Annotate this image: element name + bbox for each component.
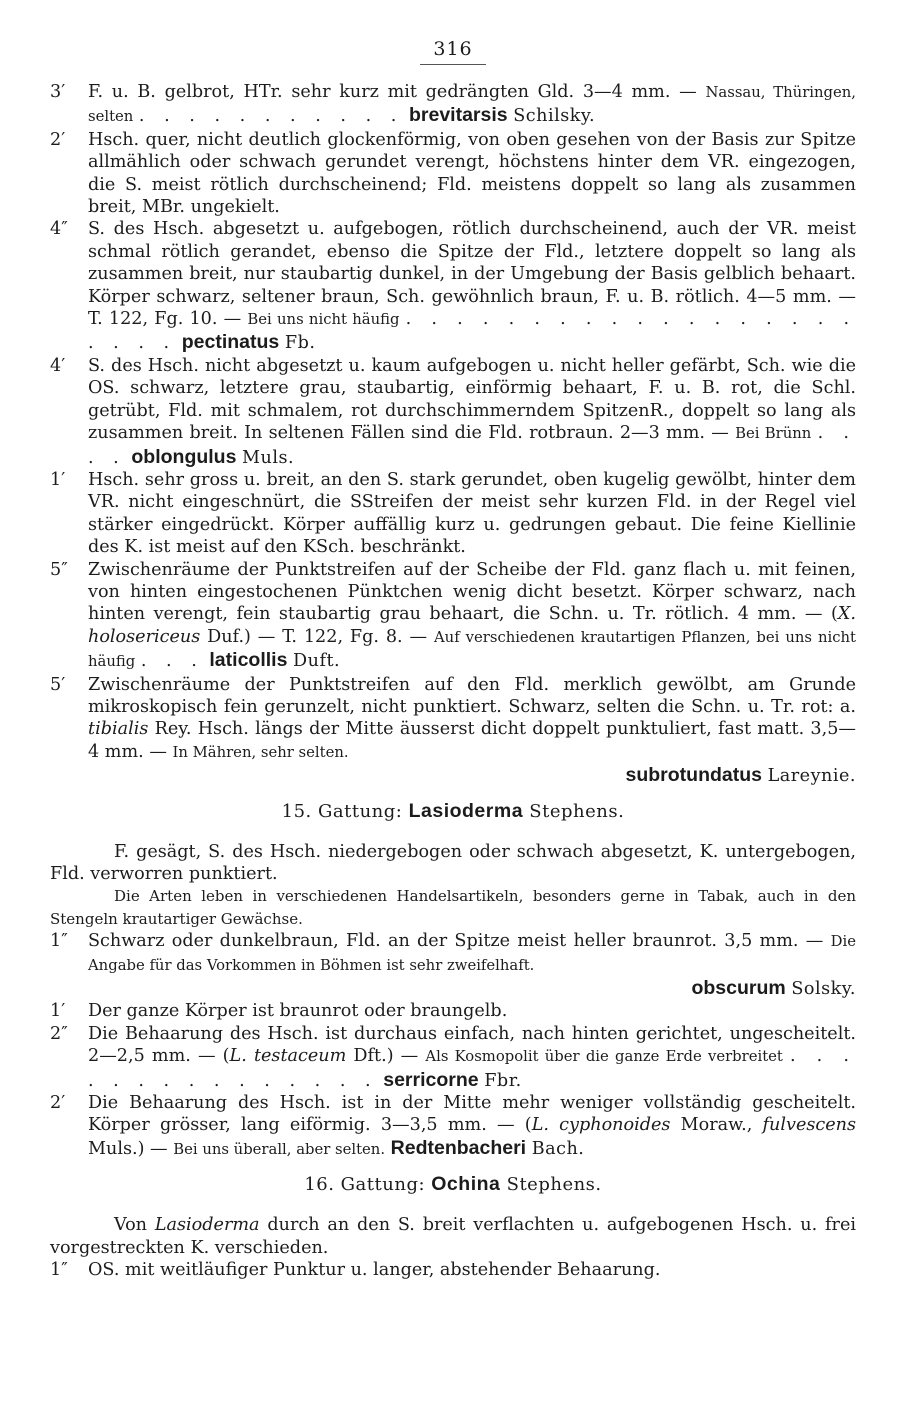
species-name: Redtenbacheri (390, 1136, 527, 1159)
genus-diagnosis-ochina (50, 1214, 856, 1259)
species-line-subrotundatus (50, 764, 856, 787)
species-name: oblongulus (131, 445, 237, 468)
genus-prefix: 16. Gattung: (304, 1174, 426, 1196)
species-author: Fb. (284, 333, 316, 354)
couplet-number: 1″ (50, 1260, 68, 1281)
key-entry-4-double-prime (50, 218, 856, 354)
key-entry-lasioderma-1-prime (50, 1000, 856, 1022)
species-name: laticollis (209, 649, 288, 672)
genus-name: Ochina (431, 1173, 501, 1196)
diagnosis-text-cont: durch an den S. breit verflachten u. aufgebogenen Hsch. u. frei vorgestreckten K. verschieden. (50, 1215, 856, 1258)
entry-locality: Die Angabe für das Vorkommen in Böhmen ist sehr zweifelhaft. (88, 933, 857, 974)
entry-text: Hsch. sehr gross u. breit, an den S. stark gerundet, oben kugelig gewölbt, hinter dem VR. nicht eingeschnürt, die SStreifen der meist sehr kurzen Fld. in der Regel viel stärker eingedrückt. Körper auffällig kurz u. gedrungen gebaut. Die feine Kiellinie des K. ist meist auf den KSch. beschränkt. (88, 469, 856, 558)
genus-author: Stephens. (506, 1174, 602, 1196)
entry-locality: Bei uns nicht häufig (247, 311, 400, 329)
key-entry-1-prime (50, 469, 856, 559)
species-name: serricorne (383, 1068, 479, 1091)
couplet-number: 5″ (50, 559, 68, 580)
couplet-number: 4′ (50, 355, 66, 376)
key-entry-5-double-prime (50, 559, 856, 674)
couplet-number: 4″ (50, 219, 68, 240)
page-number: 316 (433, 38, 473, 60)
leader-dots: . . . . (88, 423, 856, 468)
leader-dots: . . . (140, 651, 204, 672)
genus-reference: Lasioderma (154, 1215, 260, 1236)
entry-text-cont: Moraw., (680, 1115, 753, 1136)
couplet-number: 1′ (50, 469, 66, 490)
entry-text: Die Behaarung des Hsch. ist durchaus einfach, nach hinten gerichtet, ungescheitelt. 2—2,5 mm. — ( (88, 1023, 856, 1067)
entry-text: F. u. B. gelbrot, HTr. sehr kurz mit gedrängten Gld. 3—4 mm. — (88, 82, 697, 102)
species-author: Bach. (531, 1138, 585, 1159)
entry-locality: Als Kosmopolit über die ganze Erde verbreitet (425, 1048, 783, 1066)
leader-dots: . . . . . . . . . . . . . . . . . . . . . . (88, 309, 857, 354)
entry-text: Die Behaarung des Hsch. ist in der Mitte mehr weniger vollständig gescheitelt. Körper grösser, lang eiförmig. 3—3,5 mm. — ( (88, 1093, 856, 1136)
key-entry-lasioderma-1-double-prime (50, 930, 856, 977)
leader-dots: . . . . . . . . . . . . . . . (88, 1046, 856, 1091)
couplet-number: 5′ (50, 674, 66, 695)
key-entry-4-prime (50, 355, 856, 469)
couplet-number: 1′ (50, 1001, 66, 1022)
genus-note: Die Arten leben in verschiedenen Handelsartikeln, besonders gerne in Tabak, auch in den Stengeln krautartiger Gewächse. (50, 887, 856, 928)
entry-text-cont: Dft.) — (353, 1046, 419, 1067)
couplet-number: 2′ (50, 1093, 66, 1114)
entry-locality: In Mähren, sehr selten. (172, 743, 349, 761)
entry-text: Schwarz oder dunkelbraun, Fld. an der Spitze meist heller braunrot. 3,5 mm. — (88, 931, 824, 952)
entry-text: S. des Hsch. abgesetzt u. aufgebogen, rötlich durchscheinend, auch der VR. meist schmal rötlich gerandet, ebenso die Spitze der Fld., letztere doppelt so lang als zusammen breit, nur staubartig dunkel, in der Umgebung der Basis gelblich behaart. Körper schwarz, seltener braun, Sch. gewöhnlich braun, F. u. B. rötlich. 4—5 mm. — T. 122, Fg. 10. — (88, 219, 856, 330)
diagnosis-text: Von (114, 1215, 148, 1236)
couplet-number: 3′ (50, 82, 66, 102)
entry-locality: Bei uns überall, aber selten. (173, 1140, 386, 1158)
entry-text: OS. mit weitläufiger Punktur u. langer, abstehender Behaarung. (88, 1260, 661, 1281)
key-entry-lasioderma-2-double-prime (50, 1023, 856, 1092)
entry-locality: Auf verschiedenen krautartigen Pflanzen, bei uns nicht häufig (88, 628, 856, 671)
species-author: Duft. (293, 651, 341, 672)
synonym-name: X. holosericeus (88, 604, 856, 647)
species-name: pectinatus (181, 331, 280, 354)
synonym-name: L. testaceum (229, 1046, 347, 1067)
synonym-name-2: fulvescens (762, 1115, 857, 1136)
key-entry-5-prime (50, 674, 856, 765)
entry-text-cont: Duf.) — T. 122, Fg. 8. — (207, 626, 428, 647)
synonym-name: L. cyphonoides (531, 1115, 671, 1136)
couplet-number: 2′ (50, 129, 66, 150)
genus-name: Lasioderma (408, 799, 524, 822)
genus-prefix: 15. Gattung: (281, 800, 403, 822)
species-author: Schilsky. (513, 106, 596, 127)
species-line-obscurum (50, 977, 856, 1000)
entry-text: S. des Hsch. nicht abgesetzt u. kaum aufgebogen u. nicht heller gefärbt, Sch. wie die OS. schwarz, letztere grau, staubartig, einförmig behaart, F. u. B. rot, die Schl. getrübt, Fld. mit schmalem, rot durchschimmerndem SpitzenR., doppelt so lang als zusammen breit. In seltenen Fällen sind die Fld. rotbraun. 2—3 mm. — (88, 355, 856, 444)
aberration-name: tibialis (88, 719, 149, 740)
entry-text-cont-2: Muls.) — (88, 1138, 168, 1159)
leader-dots: . . . . . . . . . . . (138, 106, 404, 127)
species-name: obscurum (691, 977, 786, 1000)
species-author: Fbr. (484, 1070, 522, 1091)
genus-diagnosis: F. gesägt, S. des Hsch. niedergebogen oder schwach abgesetzt, K. untergebogen, Fld. verworren punktiert. (50, 841, 856, 884)
entry-text: Der ganze Körper ist braunrot oder braungelb. (88, 1001, 508, 1022)
entry-locality: Nassau, Thüringen, selten (88, 84, 856, 126)
entry-text: Zwischenräume der Punktstreifen auf der Scheibe der Fld. ganz flach u. mit feinen, von hinten eingestochenen Pünktchen wenig dicht besetzt. Körper schwarz, nach hinten verengt, fein staubartig grau behaart, die Schn. u. Tr. rötlich. 4 mm. — ( (88, 559, 856, 625)
entry-text-cont: Rey. Hsch. längs der Mitte äusserst dicht doppelt punktuliert, fast matt. 3,5—4 mm. — (88, 719, 857, 762)
genus-heading-ochina (50, 1173, 856, 1196)
species-name: brevitarsis (408, 104, 508, 127)
species-author: Lareynie. (767, 766, 856, 787)
entry-text: Zwischenräume der Punktstreifen auf den Fld. merklich gewölbt, am Grunde mikroskopisch fein gerunzelt, nicht punktiert. Schwarz, selten die Schn. u. Tr. rot: a. (88, 674, 856, 717)
key-entry-2-prime (50, 129, 856, 219)
species-author: Solsky. (791, 979, 856, 1000)
genus-heading-lasioderma (50, 800, 856, 823)
key-entry-ochina-1-double-prime (50, 1259, 856, 1281)
genus-author: Stephens. (529, 800, 625, 822)
key-entry-lasioderma-2-prime (50, 1092, 856, 1161)
couplet-number: 1″ (50, 931, 68, 952)
species-name: subrotundatus (625, 764, 762, 787)
entry-text: Hsch. quer, nicht deutlich glockenförmig, von oben gesehen von der Basis zur Spitze allmählich oder schwach gerundet verengt, höchstens hinter dem VR. eingezogen, die S. meist rötlich durchscheinend; Fld. meistens doppelt so lang als zusammen breit, MBr. ungekielt. (88, 129, 856, 218)
page-number-rule (420, 64, 486, 65)
key-entry-3-prime (50, 81, 856, 129)
couplet-number: 2″ (50, 1023, 68, 1044)
entry-locality: Bei Brünn (735, 425, 812, 443)
species-author: Muls. (242, 447, 295, 468)
